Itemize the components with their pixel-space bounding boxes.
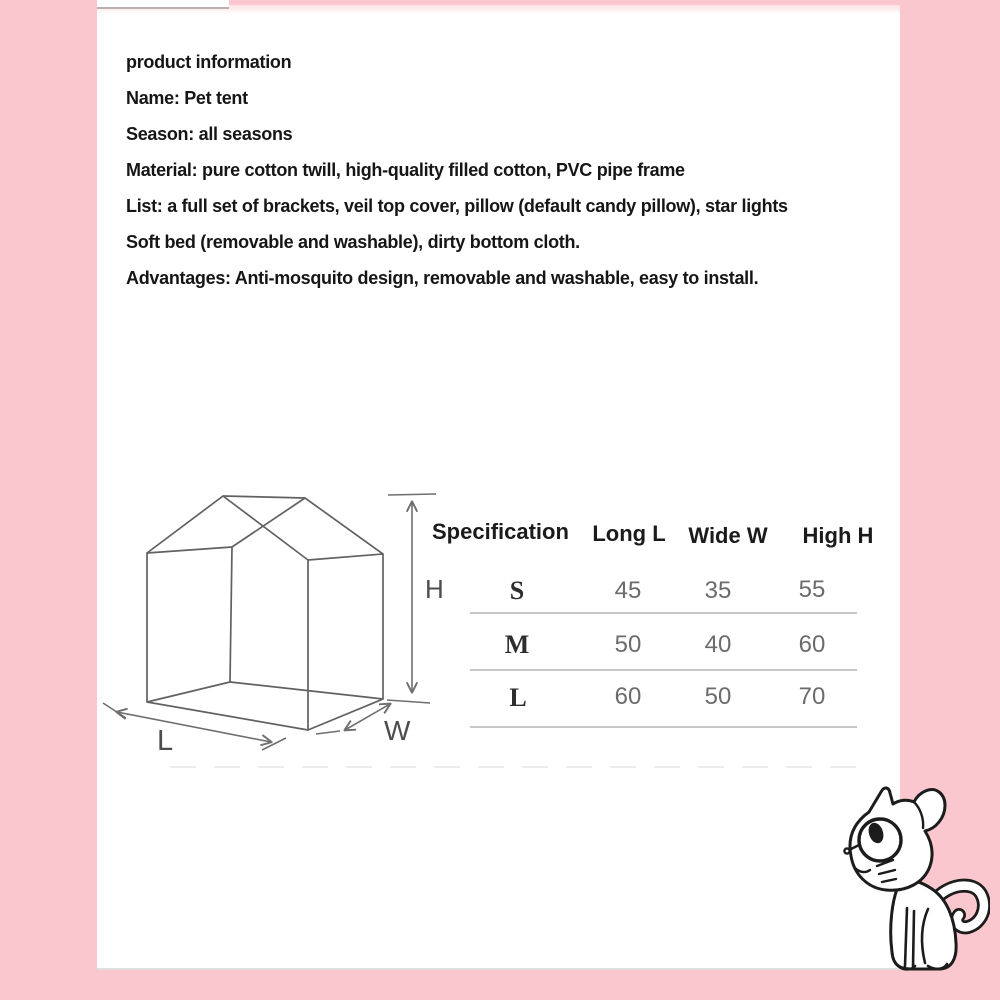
spec-row-m-high: 60 <box>798 631 826 658</box>
spec-row-l-size: L <box>509 683 527 712</box>
cat-mascot-illustration <box>835 780 990 990</box>
length-label: L <box>157 725 174 757</box>
spec-row-m-size: M <box>504 630 530 659</box>
product-info-line-list: List: a full set of brackets, veil top cover, pillow (default candy pillow), star lights <box>126 196 788 216</box>
table-divider <box>470 612 857 614</box>
cat-nose <box>844 848 849 853</box>
cat-front-leg <box>913 911 914 967</box>
product-info-line-name: Name: Pet tent <box>126 88 248 108</box>
spec-table-header-wide: Wide W <box>688 523 768 548</box>
product-info-block <box>126 44 788 296</box>
spec-row-l-long: 60 <box>614 683 642 710</box>
top-edge-artifact <box>97 0 229 9</box>
height-label: H <box>425 574 444 604</box>
tent-dimension-diagram <box>100 470 450 770</box>
spec-row-s-long: 45 <box>614 577 642 604</box>
tent-wireframe-icon <box>147 496 383 730</box>
spec-table-header-long: Long L <box>592 521 666 546</box>
spec-row-s-size: S <box>509 576 525 605</box>
spec-table-header-high: High H <box>802 523 874 548</box>
product-info-line-season: Season: all seasons <box>126 124 293 144</box>
table-divider <box>470 726 857 728</box>
spec-table-header-specification: Specification <box>432 519 569 544</box>
product-info-line-softbed: Soft bed (removable and washable), dirty bottom cloth. <box>126 232 580 252</box>
product-info-line-advantages: Advantages: Anti-mosquito design, removable and washable, easy to install. <box>126 268 759 288</box>
spec-row-s-wide: 35 <box>704 577 732 604</box>
faint-divider <box>170 766 860 768</box>
product-info-title: product information <box>126 52 292 72</box>
table-divider <box>470 669 857 671</box>
spec-row-s-high: 55 <box>798 576 826 603</box>
spec-row-m-wide: 40 <box>704 631 732 658</box>
width-label: W <box>384 715 411 746</box>
dimension-arrows <box>103 494 436 750</box>
product-info-line-material: Material: pure cotton twill, high-quality filled cotton, PVC pipe frame <box>126 160 685 180</box>
spec-row-l-high: 70 <box>798 683 826 710</box>
spec-row-l-wide: 50 <box>704 683 732 710</box>
spec-row-m-long: 50 <box>614 631 642 658</box>
